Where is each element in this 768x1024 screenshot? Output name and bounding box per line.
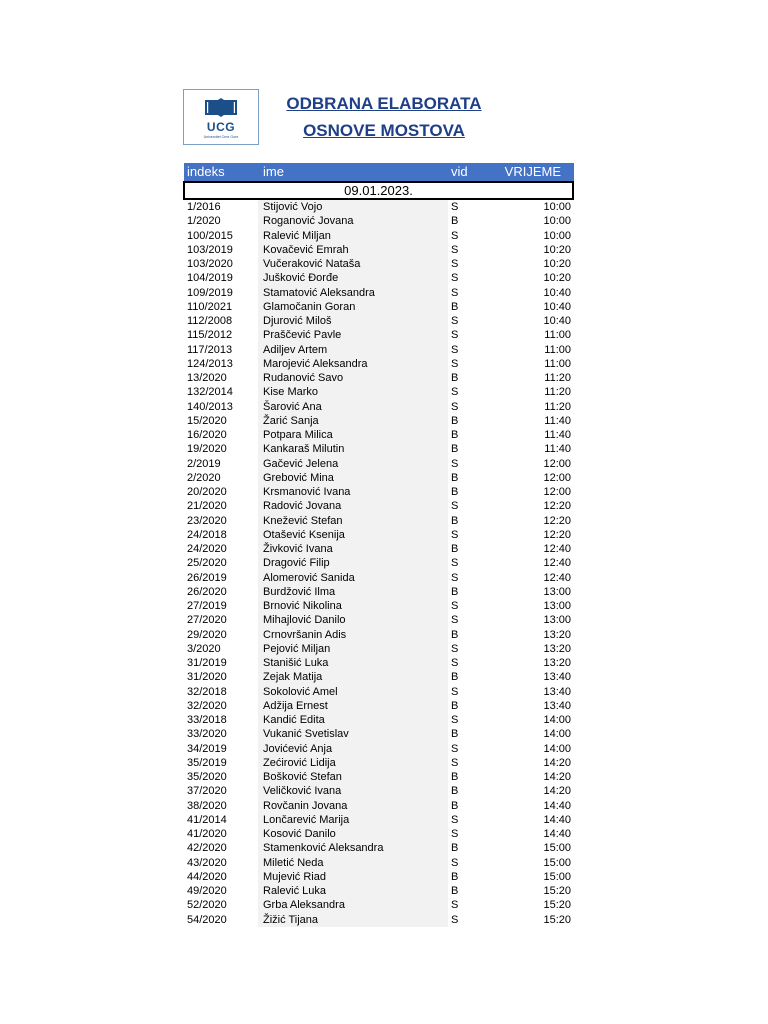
- document-title-line1: ODBRANA ELABORATA: [286, 94, 482, 113]
- cell-vrijeme: 14:20: [543, 756, 571, 769]
- cell-vid: B: [451, 885, 459, 897]
- table-row: [184, 827, 574, 841]
- cell-vid: B: [451, 785, 459, 798]
- table-row: [184, 884, 574, 898]
- cell-vid: S: [451, 315, 459, 327]
- cell-indeks: 1/2016: [187, 201, 221, 213]
- table-row: [184, 628, 574, 642]
- table-row: [184, 385, 574, 399]
- cell-indeks: 132/2014: [187, 386, 233, 399]
- table-row: [184, 742, 574, 756]
- cell-vrijeme: 11:00: [544, 343, 571, 356]
- cell-ime: Rovčanin Jovana: [263, 799, 348, 812]
- cell-vid: S: [451, 657, 459, 669]
- header-indeks: indeks: [187, 164, 225, 179]
- cell-vid: B: [451, 628, 459, 641]
- cell-vrijeme: 13:40: [543, 685, 571, 698]
- cell-vrijeme: 10:20: [543, 258, 571, 270]
- table-row: [184, 499, 574, 513]
- table-row: [184, 243, 574, 257]
- table-row: [184, 371, 574, 385]
- cell-vrijeme: 10:40: [543, 286, 571, 299]
- cell-ime: Marojević Aleksandra: [263, 357, 368, 370]
- cell-indeks: 34/2019: [187, 742, 227, 755]
- table-row: [184, 642, 574, 656]
- cell-vrijeme: 14:00: [543, 742, 571, 755]
- cell-indeks: 41/2014: [187, 813, 227, 826]
- table-row: [184, 841, 574, 855]
- cell-vid: B: [451, 799, 459, 812]
- table-row: [184, 856, 574, 870]
- table-row: [184, 257, 574, 271]
- cell-ime: Jušković Đorđe: [263, 272, 339, 285]
- cell-indeks: 124/2013: [187, 357, 233, 370]
- cell-vrijeme: 11:40: [544, 414, 571, 427]
- cell-indeks: 112/2008: [187, 315, 233, 327]
- cell-vid: B: [451, 842, 459, 855]
- table-row: [184, 813, 574, 827]
- table-row: [184, 613, 574, 627]
- cell-ime: Zejak Matija: [263, 671, 323, 684]
- cell-vid: B: [451, 215, 459, 228]
- header-vrijeme: VRIJEME: [504, 164, 561, 179]
- cell-indeks: 117/2013: [187, 343, 233, 356]
- cell-ime: Kosović Danilo: [263, 828, 336, 840]
- cell-ime: Veličković Ivana: [263, 785, 342, 798]
- cell-ime: Dragović Filip: [263, 557, 330, 570]
- cell-vid: S: [451, 714, 459, 726]
- table-row: [184, 457, 574, 471]
- cell-indeks: 1/2020: [187, 215, 221, 228]
- cell-vrijeme: 12:20: [543, 528, 571, 541]
- table-row: [184, 784, 574, 798]
- cell-ime: Bošković Stefan: [263, 771, 342, 783]
- cell-ime: Alomerović Sanida: [263, 571, 355, 584]
- cell-vrijeme: 14:00: [543, 714, 571, 726]
- table-row: [184, 670, 574, 684]
- cell-vrijeme: 15:20: [543, 885, 571, 897]
- cell-vrijeme: 11:40: [544, 429, 571, 441]
- table-row: [184, 357, 574, 371]
- cell-vrijeme: 12:40: [543, 543, 571, 555]
- table-row: [184, 685, 574, 699]
- cell-vid: S: [451, 813, 459, 826]
- table-row: [184, 770, 574, 784]
- cell-vid: S: [451, 286, 459, 299]
- cell-indeks: 26/2020: [187, 585, 227, 598]
- cell-vrijeme: 12:20: [543, 514, 571, 527]
- cell-indeks: 24/2018: [187, 528, 227, 541]
- cell-vrijeme: 14:00: [543, 728, 571, 741]
- cell-vid: B: [451, 728, 459, 741]
- table-row: [184, 756, 574, 770]
- cell-ime: Jovićević Anja: [263, 742, 333, 755]
- cell-vid: B: [451, 543, 459, 555]
- cell-vid: S: [451, 457, 459, 470]
- cell-vid: S: [451, 571, 459, 584]
- cell-indeks: 115/2012: [187, 329, 233, 342]
- header-vid: vid: [451, 164, 468, 179]
- cell-vrijeme: 11:20: [544, 386, 571, 399]
- cell-vid: S: [451, 828, 459, 840]
- document-title-line2: OSNOVE MOSTOVA: [303, 121, 465, 140]
- cell-indeks: 2/2020: [187, 471, 221, 484]
- cell-vrijeme: 11:20: [544, 372, 571, 384]
- cell-ime: Burdžović Ilma: [263, 585, 336, 598]
- cell-indeks: 43/2020: [187, 856, 227, 869]
- cell-vrijeme: 14:40: [543, 799, 571, 812]
- cell-indeks: 25/2020: [187, 557, 227, 570]
- cell-ime: Stanišić Luka: [263, 657, 329, 669]
- cell-indeks: 110/2021: [187, 300, 233, 313]
- table-row: [184, 898, 574, 912]
- cell-vid: B: [451, 414, 459, 427]
- cell-vrijeme: 11:00: [544, 329, 571, 342]
- cell-vrijeme: 12:00: [543, 457, 571, 470]
- cell-vid: B: [451, 372, 459, 384]
- cell-indeks: 42/2020: [187, 842, 227, 855]
- cell-vrijeme: 11:20: [544, 400, 571, 413]
- table-row: [184, 442, 574, 456]
- cell-indeks: 49/2020: [187, 885, 227, 897]
- cell-indeks: 103/2020: [187, 258, 233, 270]
- cell-indeks: 100/2015: [187, 229, 233, 242]
- cell-indeks: 13/2020: [187, 372, 227, 384]
- table-header: [184, 163, 574, 181]
- exam-date: 09.01.2023.: [183, 181, 574, 200]
- cell-ime: Ralević Miljan: [263, 229, 331, 242]
- cell-vid: S: [451, 899, 459, 912]
- cell-ime: Šarović Ana: [263, 400, 322, 413]
- cell-ime: Rudanović Savo: [263, 372, 344, 384]
- cell-ime: Adžija Ernest: [263, 699, 328, 712]
- cell-indeks: 2/2019: [187, 457, 221, 470]
- cell-ime: Brnović Nikolina: [263, 600, 342, 612]
- cell-indeks: 41/2020: [187, 828, 227, 840]
- cell-ime: Praščević Pavle: [263, 329, 342, 342]
- cell-ime: Glamočanin Goran: [263, 300, 356, 313]
- cell-vrijeme: 14:40: [543, 813, 571, 826]
- cell-ime: Žižić Tijana: [263, 913, 319, 926]
- cell-vid: S: [451, 614, 459, 627]
- cell-ime: Krsmanović Ivana: [263, 486, 351, 498]
- cell-indeks: 35/2019: [187, 756, 227, 769]
- cell-vrijeme: 13:20: [543, 657, 571, 669]
- table-row: [184, 343, 574, 357]
- cell-indeks: 109/2019: [187, 286, 233, 299]
- cell-vid: S: [451, 600, 459, 612]
- cell-ime: Vukanić Svetislav: [263, 728, 349, 741]
- cell-vrijeme: 11:00: [544, 357, 571, 370]
- cell-vrijeme: 15:20: [543, 899, 571, 912]
- cell-vid: S: [451, 528, 459, 541]
- cell-ime: Knežević Stefan: [263, 514, 343, 527]
- cell-indeks: 104/2019: [187, 272, 233, 285]
- cell-vid: B: [451, 771, 459, 783]
- cell-vrijeme: 10:00: [543, 201, 571, 213]
- cell-vrijeme: 13:00: [543, 600, 571, 612]
- table-row: [184, 514, 574, 528]
- cell-vid: S: [451, 913, 459, 926]
- cell-ime: Kovačević Emrah: [263, 243, 349, 256]
- cell-indeks: 27/2020: [187, 614, 227, 627]
- cell-indeks: 37/2020: [187, 785, 227, 798]
- cell-ime: Lončarević Marija: [263, 813, 350, 826]
- cell-ime: Grba Aleksandra: [263, 899, 345, 912]
- cell-indeks: 38/2020: [187, 799, 227, 812]
- table-row: [184, 699, 574, 713]
- cell-indeks: 52/2020: [187, 899, 227, 912]
- table-row: [184, 799, 574, 813]
- cell-ime: Potpara Milica: [263, 429, 333, 441]
- cell-vrijeme: 12:00: [543, 471, 571, 484]
- table-row: [184, 328, 574, 342]
- cell-ime: Radović Jovana: [263, 500, 342, 513]
- cell-vid: B: [451, 699, 459, 712]
- cell-ime: Stijović Vojo: [263, 201, 323, 213]
- cell-vrijeme: 10:20: [543, 243, 571, 256]
- cell-vid: S: [451, 343, 459, 356]
- cell-vrijeme: 12:40: [543, 571, 571, 584]
- cell-ime: Kankaraš Milutin: [263, 443, 345, 456]
- cell-ime: Kandić Edita: [263, 714, 325, 726]
- cell-ime: Pejović Miljan: [263, 642, 331, 655]
- cell-indeks: 15/2020: [187, 414, 227, 427]
- table-row: [184, 400, 574, 414]
- cell-vrijeme: 13:40: [543, 699, 571, 712]
- cell-indeks: 20/2020: [187, 486, 227, 498]
- cell-vrijeme: 10:00: [543, 215, 571, 228]
- header-ime: ime: [263, 164, 284, 179]
- cell-vrijeme: 15:00: [543, 856, 571, 869]
- cell-vid: S: [451, 243, 459, 256]
- cell-ime: Zećirović Lidija: [263, 756, 336, 769]
- cell-vid: S: [451, 500, 459, 513]
- cell-indeks: 44/2020: [187, 870, 227, 883]
- cell-vid: S: [451, 386, 459, 399]
- cell-ime: Roganović Jovana: [263, 215, 354, 228]
- cell-indeks: 33/2020: [187, 728, 227, 741]
- cell-vrijeme: 13:20: [543, 628, 571, 641]
- cell-indeks: 23/2020: [187, 514, 227, 527]
- cell-indeks: 32/2020: [187, 699, 227, 712]
- cell-vid: S: [451, 400, 459, 413]
- cell-vid: B: [451, 300, 459, 313]
- cell-vrijeme: 10:40: [543, 300, 571, 313]
- cell-vrijeme: 14:40: [543, 828, 571, 840]
- cell-ime: Stamenković Aleksandra: [263, 842, 384, 855]
- table-row: [184, 271, 574, 285]
- cell-vid: B: [451, 443, 459, 456]
- cell-vid: S: [451, 685, 459, 698]
- table-row: [184, 214, 574, 228]
- table-row: [184, 599, 574, 613]
- table-row: [184, 471, 574, 485]
- table-row: [184, 414, 574, 428]
- cell-vrijeme: 12:00: [543, 486, 571, 498]
- table-row: [184, 656, 574, 670]
- cell-ime: Crnovršanin Adis: [263, 628, 347, 641]
- cell-indeks: 24/2020: [187, 543, 227, 555]
- cell-indeks: 140/2013: [187, 400, 233, 413]
- cell-vrijeme: 12:20: [543, 500, 571, 513]
- cell-vid: S: [451, 272, 459, 285]
- cell-indeks: 16/2020: [187, 429, 227, 441]
- cell-vid: S: [451, 357, 459, 370]
- cell-vid: B: [451, 671, 459, 684]
- cell-indeks: 19/2020: [187, 443, 227, 456]
- cell-vid: S: [451, 201, 459, 213]
- table-row: [184, 585, 574, 599]
- table-row: [184, 870, 574, 884]
- cell-vrijeme: 13:00: [543, 585, 571, 598]
- ucg-logo: [183, 89, 259, 145]
- schedule-table: [184, 200, 574, 927]
- cell-indeks: 54/2020: [187, 913, 227, 926]
- cell-ime: Sokolović Amel: [263, 685, 338, 698]
- cell-vrijeme: 10:40: [543, 315, 571, 327]
- table-row: [184, 314, 574, 328]
- cell-indeks: 33/2018: [187, 714, 227, 726]
- logo-text: UCG: [206, 120, 236, 134]
- cell-vrijeme: 11:40: [544, 443, 571, 456]
- cell-vrijeme: 12:40: [543, 557, 571, 570]
- table-row: [184, 286, 574, 300]
- cell-vid: S: [451, 742, 459, 755]
- cell-vrijeme: 10:20: [543, 272, 571, 285]
- cell-indeks: 32/2018: [187, 685, 227, 698]
- cell-ime: Vučeraković Nataša: [263, 258, 361, 270]
- cell-vid: S: [451, 329, 459, 342]
- table-row: [184, 913, 574, 927]
- cell-vid: S: [451, 756, 459, 769]
- cell-vid: S: [451, 229, 459, 242]
- cell-indeks: 3/2020: [187, 642, 221, 655]
- table-row: [184, 300, 574, 314]
- cell-vrijeme: 13:40: [543, 671, 571, 684]
- cell-vrijeme: 15:00: [543, 842, 571, 855]
- cell-indeks: 31/2020: [187, 671, 227, 684]
- cell-vid: B: [451, 514, 459, 527]
- cell-vrijeme: 15:00: [543, 870, 571, 883]
- cell-ime: Adiljev Artem: [263, 343, 328, 356]
- cell-vid: B: [451, 486, 459, 498]
- cell-vid: B: [451, 471, 459, 484]
- table-row: [184, 556, 574, 570]
- cell-ime: Stamatović Aleksandra: [263, 286, 375, 299]
- cell-vid: S: [451, 258, 459, 270]
- cell-indeks: 103/2019: [187, 243, 233, 256]
- cell-vrijeme: 14:20: [543, 771, 571, 783]
- cell-vrijeme: 15:20: [543, 913, 571, 926]
- cell-vid: S: [451, 557, 459, 570]
- table-row: [184, 229, 574, 243]
- cell-ime: Gačević Jelena: [263, 457, 339, 470]
- cell-indeks: 29/2020: [187, 628, 227, 641]
- cell-ime: Ralević Luka: [263, 885, 326, 897]
- cell-vrijeme: 10:00: [543, 229, 571, 242]
- cell-ime: Djurović Miloš: [263, 315, 332, 327]
- cell-vrijeme: 13:20: [543, 642, 571, 655]
- cell-ime: Otašević Ksenija: [263, 528, 345, 541]
- cell-indeks: 26/2019: [187, 571, 227, 584]
- cell-vid: S: [451, 642, 459, 655]
- cell-indeks: 35/2020: [187, 771, 227, 783]
- table-row: [184, 428, 574, 442]
- cell-indeks: 31/2019: [187, 657, 227, 669]
- cell-ime: Žarić Sanja: [263, 414, 319, 427]
- cell-vid: B: [451, 870, 459, 883]
- cell-indeks: 21/2020: [187, 500, 227, 513]
- cell-ime: Živković Ivana: [263, 543, 333, 555]
- cell-vid: S: [451, 856, 459, 869]
- table-row: [184, 713, 574, 727]
- table-row: [184, 528, 574, 542]
- cell-vid: B: [451, 585, 459, 598]
- cell-indeks: 27/2019: [187, 600, 227, 612]
- table-row: [184, 727, 574, 741]
- table-row: [184, 542, 574, 556]
- cell-vrijeme: 13:00: [543, 614, 571, 627]
- cell-vid: B: [451, 429, 459, 441]
- table-row: [184, 485, 574, 499]
- cell-vrijeme: 14:20: [543, 785, 571, 798]
- cell-ime: Mujević Riad: [263, 870, 326, 883]
- logo-subtext: Univerzitet Crne Gore: [203, 135, 239, 139]
- cell-ime: Kise Marko: [263, 386, 319, 399]
- cell-ime: Miletić Neda: [263, 856, 324, 869]
- cell-ime: Grebović Mina: [263, 471, 334, 484]
- table-row: [184, 571, 574, 585]
- cell-ime: Mihajlović Danilo: [263, 614, 346, 627]
- table-row: [184, 200, 574, 214]
